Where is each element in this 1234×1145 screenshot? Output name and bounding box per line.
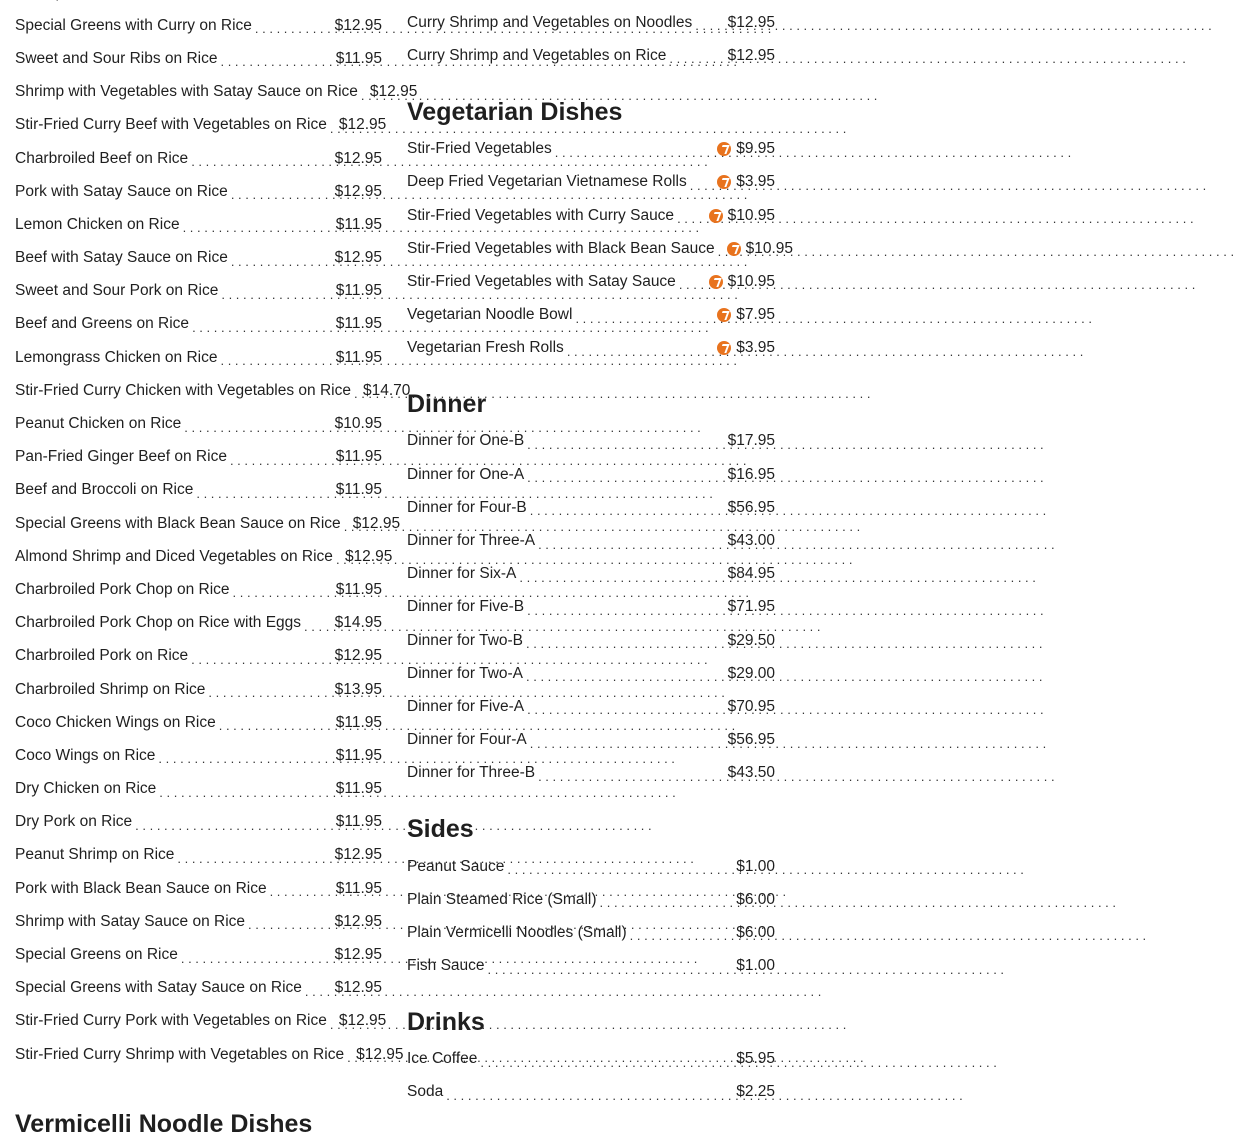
left-menu-column xyxy=(15,0,418,1145)
menu-item-name: Dinner for One-B xyxy=(407,432,525,450)
menu-item-name: Dinner for Six-A xyxy=(407,565,517,583)
menu-item-price: $11.95 xyxy=(335,580,382,598)
menu-item-price: $56.95 xyxy=(727,498,775,516)
dot-leader xyxy=(344,1051,356,1064)
menu-item-shrimp-with-vegetables-with-satay-sauce-on-rice[interactable] xyxy=(15,76,418,109)
menu-item-price: $12.95 xyxy=(334,16,382,34)
menu-item-dinner-for-four-a[interactable] xyxy=(407,724,775,757)
menu-item-price: $12.95 xyxy=(338,116,387,134)
menu-item-plain-vermicelli-noodles-small[interactable] xyxy=(407,916,775,949)
menu-item-name: Plain Steamed Rice (Small) xyxy=(407,890,597,908)
menu-item-charbroiled-pork-chop-on-rice-with-eggs[interactable] xyxy=(15,607,382,640)
dot-leader xyxy=(230,586,336,599)
menu-item-name: Sweet and Sour Pork on Rice xyxy=(15,282,219,300)
menu-item-name: Pork with Satay Sauce on Rice xyxy=(15,182,228,200)
menu-item-sweet-and-sour-pork-on-rice[interactable] xyxy=(15,275,382,308)
menu-item-beef-and-broccoli-on-rice[interactable] xyxy=(15,474,382,507)
menu-item-name: Fish Sauce xyxy=(407,957,485,975)
menu-item-price: $12.95 xyxy=(727,46,775,64)
menu-item-stir-fried-curry-shrimp-with-vegetables-on-rice[interactable] xyxy=(15,1038,404,1071)
menu-item-name: Vegetarian Noodle Bowl xyxy=(407,306,573,324)
menu-item-coco-wings-on-rice[interactable] xyxy=(15,739,382,772)
menu-item-name: Beef and Broccoli on Rice xyxy=(15,481,194,499)
menu-item-price: $13.95 xyxy=(334,680,382,698)
menu-item-name: Soda xyxy=(407,1083,444,1101)
menu-item-price: $2.25 xyxy=(736,1083,775,1101)
dot-leader xyxy=(155,752,335,765)
menu-item-name: Special Greens with Satay Sauce on Rice xyxy=(15,979,302,997)
dot-leader xyxy=(189,321,336,334)
menu-item-beef-and-greens-on-rice[interactable] xyxy=(15,308,382,341)
menu-item-name: Beef and Greens on Rice xyxy=(15,315,190,333)
menu-item-name: Charbroiled Pork on Rice xyxy=(15,647,189,665)
menu-item-price: $14.70 xyxy=(362,381,411,399)
menu-item-price: $7.95 xyxy=(736,306,775,324)
menu-item-sweet-and-sour-ribs-on-rice[interactable] xyxy=(15,42,382,75)
menu-item-name: Charbroiled Shrimp on Rice xyxy=(15,680,206,698)
dot-leader xyxy=(180,221,336,234)
dot-leader xyxy=(477,1056,736,1069)
menu-item-price: $12.95 xyxy=(334,846,382,864)
menu-item-price: $12.95 xyxy=(334,912,382,930)
menu-item-price: $11.95 xyxy=(335,282,382,300)
menu-item-fish-sauce[interactable] xyxy=(407,950,775,983)
dot-leader xyxy=(666,52,727,65)
dot-leader xyxy=(535,538,728,551)
menu-item-shrimp-with-satay-sauce-on-rice[interactable] xyxy=(15,905,382,938)
vegetarian-icon xyxy=(709,275,723,289)
dot-leader xyxy=(552,146,717,159)
dot-leader xyxy=(188,653,334,666)
dot-leader xyxy=(524,438,727,451)
menu-item-price: $11.95 xyxy=(335,879,382,897)
menu-item-name: Dinner for Four-B xyxy=(407,498,527,516)
menu-item-dinner-for-three-b[interactable] xyxy=(407,757,775,790)
menu-item-price: $9.95 xyxy=(736,140,775,158)
dot-leader xyxy=(351,387,363,400)
menu-item-name: Pork with Black Bean Sauce on Rice xyxy=(15,879,267,897)
menu-item-name: Dry Pork on Rice xyxy=(15,813,133,831)
menu-item-price: $17.95 xyxy=(727,432,775,450)
menu-item-shrimp-with-black-bean-sauce-on-rice[interactable] xyxy=(15,0,382,9)
menu-item-price: $12.95 xyxy=(338,1012,387,1030)
menu-item-price: $10.95 xyxy=(745,239,793,257)
dot-leader xyxy=(527,504,728,517)
menu-item-name: Dinner for Four-A xyxy=(407,731,527,749)
dot-leader xyxy=(217,55,335,68)
menu-item-price: $1.00 xyxy=(736,957,775,975)
menu-item-price: $12.95 xyxy=(352,514,401,532)
dot-leader xyxy=(443,1089,736,1102)
dot-leader xyxy=(327,1018,339,1031)
dot-leader xyxy=(523,637,728,650)
menu-item-name: Dinner for Three-B xyxy=(407,764,536,782)
menu-item-price: $10.95 xyxy=(727,272,775,290)
dot-leader xyxy=(627,929,737,942)
menu-item-stir-fried-vegetables[interactable] xyxy=(407,133,775,166)
dot-leader xyxy=(228,255,335,268)
menu-item-dinner-for-two-a[interactable] xyxy=(407,657,775,690)
menu-item-charbroiled-pork-chop-on-rice[interactable] xyxy=(15,573,382,606)
menu-item-price: $11.95 xyxy=(335,813,382,831)
menu-item-price: $11.95 xyxy=(335,746,382,764)
dot-leader xyxy=(504,863,736,876)
menu-item-vegetarian-noodle-bowl[interactable] xyxy=(407,299,775,332)
menu-item-almond-shrimp-and-diced-vegetables-on-rice[interactable] xyxy=(15,540,393,573)
menu-item-name: Charbroiled Pork Chop on Rice with Eggs xyxy=(15,614,302,632)
menu-item-price: $11.95 xyxy=(335,780,382,798)
menu-item-stir-fried-curry-chicken-with-vegetables-on-rice[interactable] xyxy=(15,374,411,407)
menu-item-dinner-for-one-a[interactable] xyxy=(407,458,775,491)
menu-item-name: Shrimp with Vegetables with Satay Sauce on Rice xyxy=(15,83,358,101)
menu-item-name: Stir-Fried Vegetables with Curry Sauce xyxy=(407,206,675,224)
menu-item-name: Dinner for Five-A xyxy=(407,697,525,715)
menu-item-name: Beef with Satay Sauce on Rice xyxy=(15,249,228,267)
menu-item-price: $43.00 xyxy=(727,532,775,550)
menu-item-plain-steamed-rice-small[interactable] xyxy=(407,883,775,916)
menu-item-coco-chicken-wings-on-rice[interactable] xyxy=(15,706,382,739)
dot-leader xyxy=(715,245,727,258)
menu-item-dinner-for-one-b[interactable] xyxy=(407,425,775,458)
dot-leader xyxy=(284,0,335,2)
menu-item-price: $12.95 xyxy=(334,249,382,267)
menu-item-dry-chicken-on-rice[interactable] xyxy=(15,773,382,806)
menu-item-name: Special Greens with Curry on Rice xyxy=(15,16,252,34)
menu-item-beef-with-satay-sauce-on-rice[interactable] xyxy=(15,242,382,275)
menu-item-name: Stir-Fried Curry Chicken with Vegetables on Rice xyxy=(15,381,351,399)
menu-item-price: $11.95 xyxy=(335,448,382,466)
menu-item-price: $5.95 xyxy=(736,1050,775,1068)
dot-leader xyxy=(227,454,336,467)
menu-item-pork-with-black-bean-sauce-on-rice[interactable] xyxy=(15,872,382,905)
menu-item-name: Charbroiled Beef on Rice xyxy=(15,149,189,167)
dot-leader xyxy=(216,719,336,732)
right-menu-column xyxy=(407,0,793,1109)
menu-item-charbroiled-beef-on-rice[interactable] xyxy=(15,142,382,175)
dot-leader xyxy=(205,686,334,699)
menu-item-price: $12.95 xyxy=(334,946,382,964)
menu-item-name: Coco Chicken Wings on Rice xyxy=(15,713,216,731)
dot-leader xyxy=(516,571,727,584)
dot-leader xyxy=(341,520,353,533)
dot-leader xyxy=(217,354,335,367)
menu-item-name: Deep Fried Vegetarian Vietnamese Rolls xyxy=(407,173,687,191)
dot-leader xyxy=(597,896,737,909)
menu-item-name: Curry Shrimp and Vegetables on Noodles xyxy=(407,13,693,31)
menu-item-name: Vegetarian Fresh Rolls xyxy=(407,339,564,357)
menu-item-name: Curry Shrimp and Vegetables on Rice xyxy=(407,46,667,64)
menu-item-name: Dinner for One-A xyxy=(407,465,525,483)
menu-item-name: Peanut Shrimp on Rice xyxy=(15,846,175,864)
menu-item-price: $12.95 xyxy=(344,547,393,565)
dot-leader xyxy=(676,278,709,291)
menu-item-name: Shrimp with Satay Sauce on Rice xyxy=(15,912,246,930)
menu-item-price: $1.00 xyxy=(736,857,775,875)
menu-item-price: $11.95 xyxy=(335,215,382,233)
dot-leader xyxy=(524,471,727,484)
dot-leader xyxy=(327,122,339,135)
menu-item-stir-fried-vegetables-with-black-bean-sauce[interactable] xyxy=(407,232,793,265)
vegetarian-icon xyxy=(709,209,723,223)
menu-item-ice-coffee[interactable] xyxy=(407,1043,775,1076)
menu-item-name xyxy=(15,0,284,2)
menu-item-dinner-for-four-b[interactable] xyxy=(407,491,775,524)
menu-item-name: Stir-Fried Vegetables with Black Bean Sauce xyxy=(407,239,715,257)
menu-item-charbroiled-pork-on-rice[interactable] xyxy=(15,640,382,673)
dot-leader xyxy=(188,155,334,168)
menu-item-name: Dinner for Two-B xyxy=(407,631,524,649)
menu-item-price: $12.95 xyxy=(334,182,382,200)
menu-item-stir-fried-vegetables-with-curry-sauce[interactable] xyxy=(407,199,775,232)
menu-item-peanut-chicken-on-rice[interactable] xyxy=(15,407,382,440)
menu-item-price: $56.95 xyxy=(727,731,775,749)
dot-leader xyxy=(572,312,717,325)
menu-item-price: $12.95 xyxy=(369,83,418,101)
menu-item-special-greens-with-satay-sauce-on-rice[interactable] xyxy=(15,972,382,1005)
menu-item-charbroiled-shrimp-on-rice[interactable] xyxy=(15,673,382,706)
menu-item-stir-fried-curry-beef-with-vegetables-on-rice[interactable] xyxy=(15,109,387,142)
section-title-drinks: Drinks xyxy=(407,1007,485,1036)
menu-item-name: Peanut Chicken on Rice xyxy=(15,415,182,433)
menu-item-vegetarian-fresh-rolls[interactable] xyxy=(407,332,775,365)
menu-item-name: Stir-Fried Vegetables with Satay Sauce xyxy=(407,272,676,290)
dot-leader xyxy=(252,22,335,35)
menu-item-dinner-for-five-b[interactable] xyxy=(407,591,775,624)
dot-leader xyxy=(174,852,334,865)
menu-item-peanut-sauce[interactable] xyxy=(407,850,775,883)
dot-leader xyxy=(245,918,335,931)
menu-item-soda[interactable] xyxy=(407,1076,775,1109)
dot-leader xyxy=(674,212,709,225)
menu-item-price: $43.50 xyxy=(727,764,775,782)
menu-item-price: $12.95 xyxy=(334,647,382,665)
menu-item-price: $29.00 xyxy=(727,664,775,682)
section-title-vermicelli-noodle-dishes: Vermicelli Noodle Dishes xyxy=(15,1110,313,1139)
menu-item-name: Stir-Fried Curry Pork with Vegetables on Rice xyxy=(15,1012,327,1030)
dot-leader xyxy=(178,952,335,965)
dot-leader xyxy=(267,885,336,898)
menu-item-lemongrass-chicken-on-rice[interactable] xyxy=(15,341,382,374)
dot-leader xyxy=(333,553,345,566)
menu-item-name: Charbroiled Pork Chop on Rice xyxy=(15,580,230,598)
menu-item-price: $71.95 xyxy=(727,598,775,616)
menu-item-curry-shrimp-and-vegetables-on-noodles[interactable] xyxy=(407,6,775,39)
menu-item-price: $10.95 xyxy=(727,206,775,224)
dot-leader xyxy=(193,487,335,500)
menu-item-lemon-chicken-on-rice[interactable] xyxy=(15,208,382,241)
menu-item-name: Special Greens on Rice xyxy=(15,946,178,964)
menu-item-special-greens-with-black-bean-sauce-on-rice[interactable] xyxy=(15,507,401,540)
section-title-dinner: Dinner xyxy=(407,389,487,418)
menu-item-name: Stir-Fried Vegetables xyxy=(407,140,552,158)
dot-leader xyxy=(358,89,370,102)
menu-item-price: $11.95 xyxy=(335,49,382,67)
dot-leader xyxy=(181,421,334,434)
menu-item-curry-shrimp-and-vegetables-on-rice[interactable] xyxy=(407,39,775,72)
menu-item-price: $12.95 xyxy=(356,1045,404,1063)
menu-item-name: Dinner for Five-B xyxy=(407,598,525,616)
menu-item-name: Lemongrass Chicken on Rice xyxy=(15,348,218,366)
menu-item-deep-fried-vegetarian-vietnamese-rolls[interactable] xyxy=(407,166,775,199)
menu-item-price: $10.95 xyxy=(334,415,382,433)
dot-leader xyxy=(132,819,336,832)
menu-item-price: $16.95 xyxy=(727,465,775,483)
menu-item-name: Dry Chicken on Rice xyxy=(15,780,157,798)
menu-item-name: Sweet and Sour Ribs on Rice xyxy=(15,49,218,67)
menu-item-dinner-for-three-a[interactable] xyxy=(407,524,775,557)
dot-leader xyxy=(692,19,727,32)
menu-item-price: $11.95 xyxy=(335,348,382,366)
menu-item-dinner-for-six-a[interactable] xyxy=(407,558,775,591)
menu-item-dinner-for-five-a[interactable] xyxy=(407,690,775,723)
menu-item-price: $11.95 xyxy=(335,713,382,731)
dot-leader xyxy=(302,985,335,998)
menu-item-price: $11.95 xyxy=(335,315,382,333)
menu-item-name: Pan-Fried Ginger Beef on Rice xyxy=(15,448,227,466)
menu-item-price: $6.00 xyxy=(736,923,775,941)
menu-item-pan-fried-ginger-beef-on-rice[interactable] xyxy=(15,441,382,474)
dot-leader xyxy=(564,345,717,358)
menu-item-peanut-shrimp-on-rice[interactable] xyxy=(15,839,382,872)
menu-item-price: $3.95 xyxy=(736,339,775,357)
dot-leader xyxy=(687,179,717,192)
dot-leader xyxy=(527,737,728,750)
dot-leader xyxy=(523,670,728,683)
menu-item-special-greens-on-rice[interactable] xyxy=(15,938,382,971)
menu-item-pork-with-satay-sauce-on-rice[interactable] xyxy=(15,175,382,208)
menu-item-name: Special Greens with Black Bean Sauce on Rice xyxy=(15,514,341,532)
menu-item-stir-fried-curry-pork-with-vegetables-on-rice[interactable] xyxy=(15,1005,387,1038)
menu-item-name: Dinner for Three-A xyxy=(407,532,536,550)
menu-item-stir-fried-vegetables-with-satay-sauce[interactable] xyxy=(407,265,775,298)
menu-item-name: Dinner for Two-A xyxy=(407,664,524,682)
dot-leader xyxy=(228,188,335,201)
section-title-sides: Sides xyxy=(407,814,474,843)
menu-item-price: $11.95 xyxy=(335,481,382,499)
menu-item-dinner-for-two-b[interactable] xyxy=(407,624,775,657)
menu-item-price: $29.50 xyxy=(727,631,775,649)
menu-item-price: $12.95 xyxy=(334,979,382,997)
menu-item-price: $12.95 xyxy=(334,149,382,167)
menu-item-price: $3.95 xyxy=(736,173,775,191)
vegetarian-icon xyxy=(727,242,741,256)
dot-leader xyxy=(535,770,728,783)
menu-item-name: Ice Coffee xyxy=(407,1050,478,1068)
section-title-vegetarian-dishes: Vegetarian Dishes xyxy=(407,97,623,126)
menu-item-name: Plain Vermicelli Noodles (Small) xyxy=(407,923,627,941)
menu-item-name: Stir-Fried Curry Beef with Vegetables on Rice xyxy=(15,116,327,134)
menu-item-dry-pork-on-rice[interactable] xyxy=(15,806,382,839)
menu-item-price: $12.95 xyxy=(727,13,775,31)
dot-leader xyxy=(218,288,335,301)
dot-leader xyxy=(524,703,727,716)
menu-item-name: Lemon Chicken on Rice xyxy=(15,215,180,233)
menu-item-price: $70.95 xyxy=(727,697,775,715)
menu-item-price: $14.95 xyxy=(334,614,382,632)
menu-item-name: Peanut Sauce xyxy=(407,857,505,875)
dot-leader xyxy=(156,786,335,799)
menu-item-name: Almond Shrimp and Diced Vegetables on Rice xyxy=(15,547,333,565)
menu-item-price: $6.00 xyxy=(736,890,775,908)
menu-item-name: Coco Wings on Rice xyxy=(15,746,156,764)
menu-item-price: $84.95 xyxy=(727,565,775,583)
menu-item-special-greens-with-curry-on-rice[interactable] xyxy=(15,9,382,42)
menu-item-name: Stir-Fried Curry Shrimp with Vegetables on Rice xyxy=(15,1045,345,1063)
dot-leader xyxy=(524,604,727,617)
dot-leader xyxy=(301,620,335,633)
dot-leader xyxy=(485,963,737,976)
